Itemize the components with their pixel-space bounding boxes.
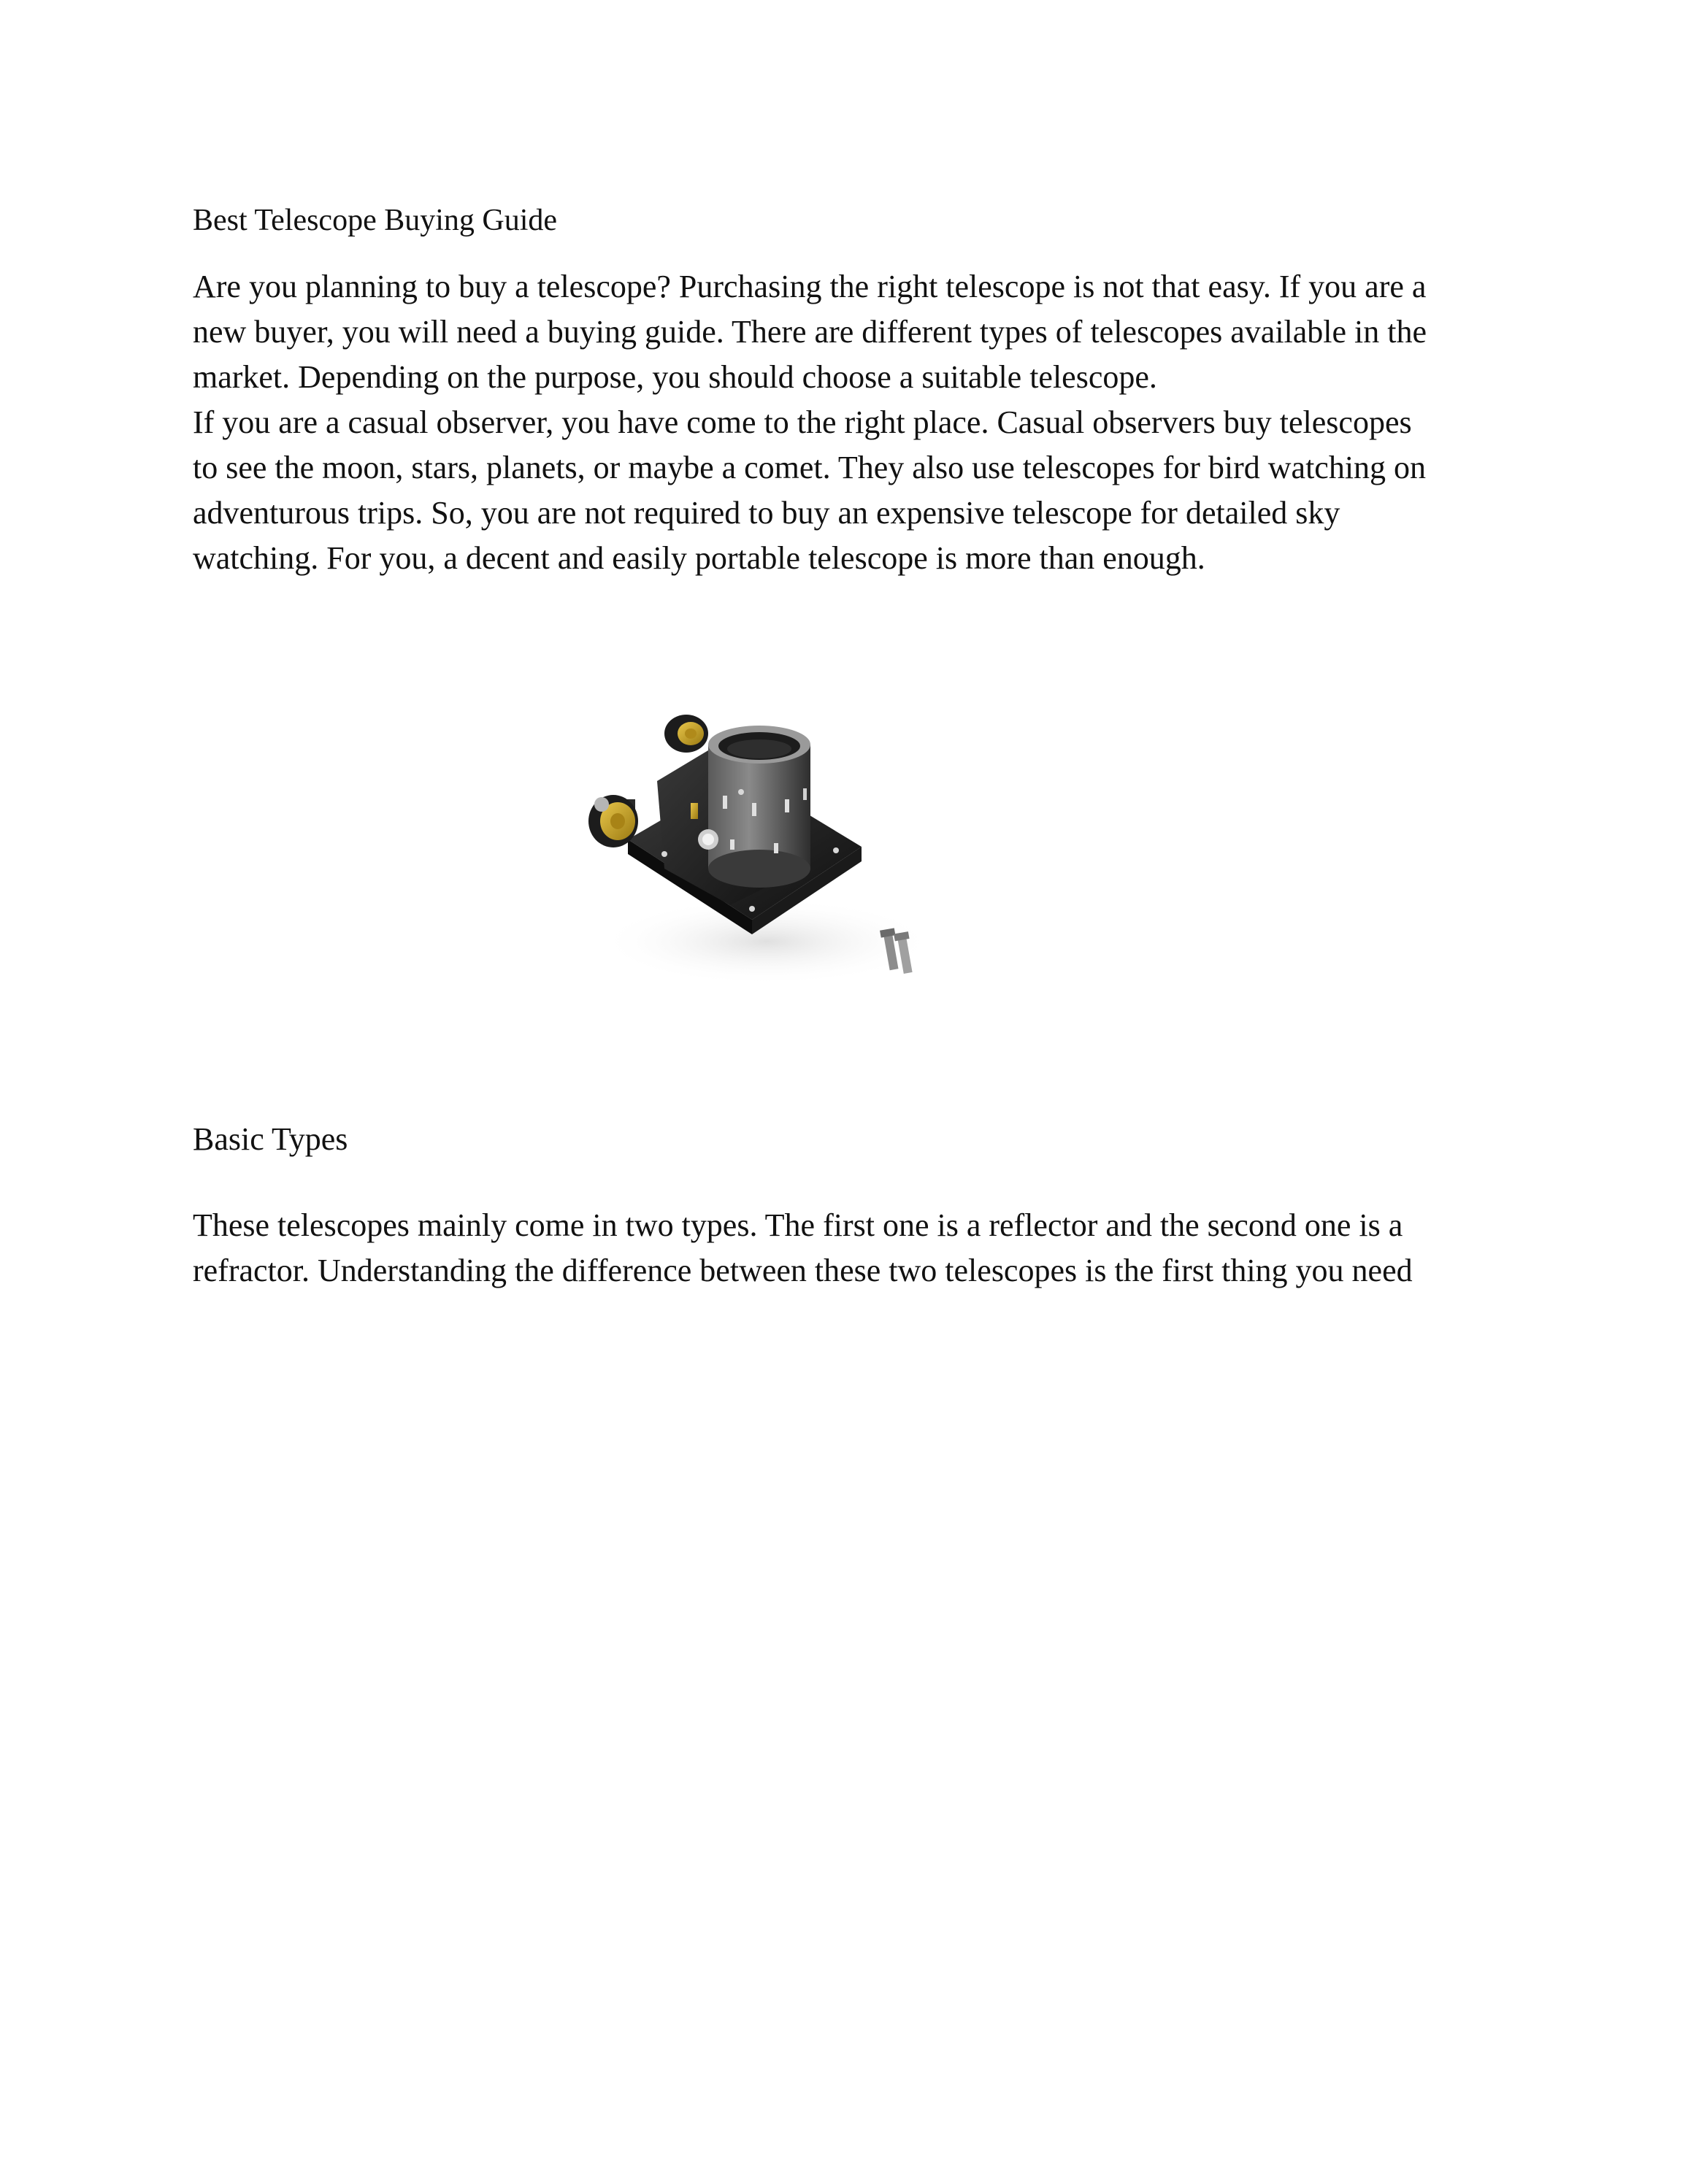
intro-line-2: new buyer, you will need a buying guide. There are different types of telescopes available in the [193,314,1427,350]
telescope-focuser-icon [584,693,978,1007]
casual-observer-paragraph [193,400,1507,581]
types-line-1: These telescopes mainly come in two types. The first one is a reflector and the second one is a [193,1207,1403,1243]
casual-line-1: If you are a casual observer, you have come to the right place. Casual observers buy telescopes [193,404,1412,440]
casual-line-3: adventurous trips. So, you are not required to buy an expensive telescope for detailed sky [193,495,1340,531]
document-title: Best Telescope Buying Guide [193,204,558,237]
types-line-2: refractor. Understanding the difference between these two telescopes is the first thing you need [193,1253,1413,1288]
casual-line-2: to see the moon, stars, planets, or maybe a comet. They also use telescopes for bird watching on [193,450,1427,485]
telescope-focuser-image [584,693,978,1007]
section-heading-basic-types: Basic Types [193,1121,348,1157]
intro-line-1: Are you planning to buy a telescope? Purchasing the right telescope is not that easy. If you are a [193,269,1427,304]
types-paragraph [193,1203,1507,1293]
intro-paragraph [193,264,1507,400]
intro-line-3: market. Depending on the purpose, you should choose a suitable telescope. [193,359,1157,395]
casual-line-4: watching. For you, a decent and easily portable telescope is more than enough. [193,540,1205,576]
